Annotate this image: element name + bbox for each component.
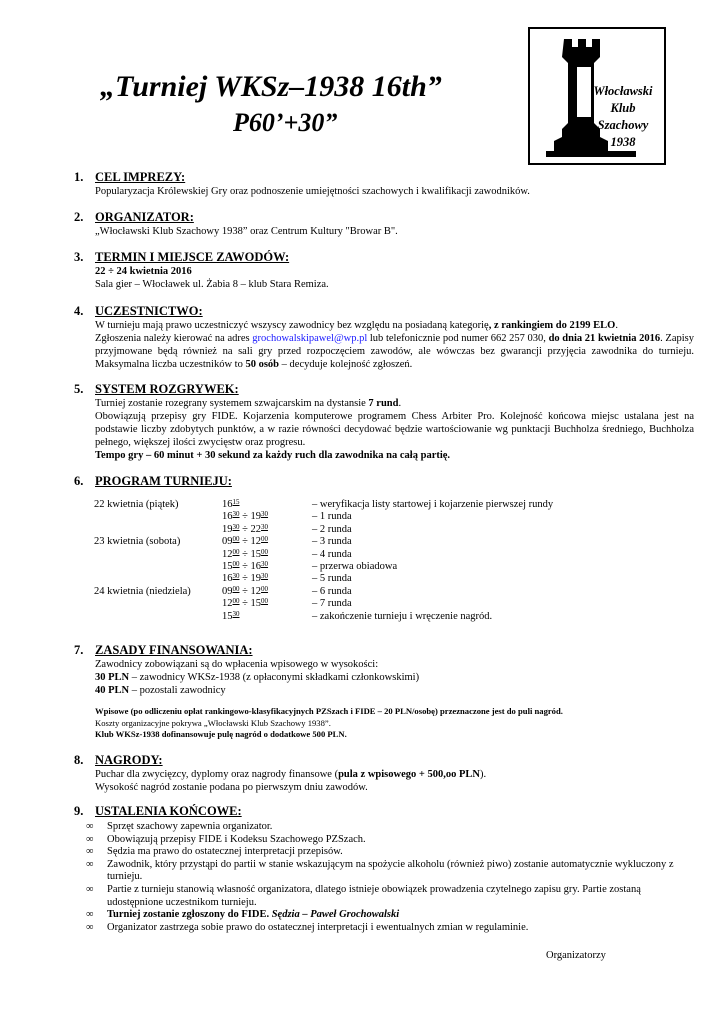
section-title: CEL IMPREZY: [95, 170, 186, 184]
schedule-time: $16^{30} \div 19^{30}$ [222, 572, 269, 585]
schedule-event: – 1 runda [312, 511, 352, 523]
list-item [86, 909, 694, 922]
paragraph [95, 319, 694, 332]
event-place: Sala gier – Włocławek ul. Żabia 8 – klub Stara Remiza. [95, 279, 329, 290]
section-number: 9. [74, 804, 84, 818]
list-item-text: Turniej zostanie zgłoszony do FIDE. [107, 909, 272, 921]
schedule-row [94, 524, 614, 536]
schedule-day: 22 kwietnia (piątek) [94, 499, 179, 510]
club-logo [528, 27, 666, 165]
schedule-row [94, 598, 614, 610]
section-text [95, 319, 694, 371]
section-number: 7. [74, 643, 84, 657]
section-title: UCZESTNICTWO: [95, 304, 203, 318]
paragraph: Wysokość nagród zostanie podana po pierwszym dniu zawodów. [95, 782, 368, 793]
schedule-time: $15^{30}$ [222, 609, 240, 622]
schedule-time: $09^{00} \div 12^{00}$ [222, 535, 269, 548]
schedule-event: – 2 runda [312, 523, 352, 535]
text-run: Turniej zostanie rozegrany systemem szwajcarskim na dystansie [95, 398, 369, 409]
section-system [74, 382, 694, 462]
list-item [86, 821, 694, 834]
text-run: Zgłoszenia należy kierować na adres [95, 333, 253, 344]
text-run: W turnieju mają prawo uczestniczyć wszyscy zawodnicy bez względu na posiadaną kategorię [95, 320, 489, 331]
list-item [86, 884, 694, 909]
document-title: „Turniej WKSz–1938 16th” [100, 70, 442, 103]
section-number: 6. [74, 474, 84, 488]
list-item-text: Organizator zastrzega sobie prawo do ostatecznej interpretacji i ewentualnych zmian w regulaminie. [107, 921, 529, 933]
list-item-text: Partie z turnieju stanowią własność organizatora, dlatego istnieje obowiązek prowadzenia czytelnego zapisu gry. Partie zostaną udostępnione uczestnikom turnieju. [107, 883, 641, 908]
section-title: USTALENIA KOŃCOWE: [95, 804, 242, 818]
rounds-count: 7 rund [368, 398, 399, 409]
paragraph: Obowiązują przepisy gry FIDE. Kojarzenia komputerowe programem Chess Arbiter Pro. Kolejność końcowa miejsc ustalana jest na podstawie liczby zdobytych punktów, a w razie równości decydować będzie wartościowanie wg punktacji Buchholza średniego, Buchholza pełnego, większej ilości zwycięstw oraz progresu. [95, 411, 694, 448]
text-run: – decyduje kolejność zgłoszeń. [279, 359, 413, 370]
section-program [74, 474, 694, 489]
list-item-text: Sprzęt szachowy zapewnia organizator. [107, 821, 273, 832]
section-number: 8. [74, 753, 84, 767]
arbiter-name: Sędzia – Paweł Grochowalski [271, 909, 400, 921]
note: Wpisowe (po odliczeniu opłat rankingowo-klasyfikacyjnych PZSzach i FIDE – 20 PLN/osobę) przeznaczone jest do puli nagród. [95, 706, 563, 716]
paragraph: Zawodnicy zobowiązani są do wpłacenia wpisowego w wysokości: [95, 659, 379, 670]
list-item [86, 834, 694, 847]
logo-line: Klub [610, 101, 636, 115]
section-heading [74, 304, 694, 319]
logo-line: Szachowy [597, 118, 649, 132]
section-finansowanie [74, 643, 694, 697]
section-title: SYSTEM ROZGRYWEK: [95, 382, 239, 396]
paragraph [95, 768, 694, 781]
section-heading [74, 210, 694, 225]
deadline: do dnia 21 kwietnia 2016 [548, 333, 661, 344]
list-item [86, 922, 694, 935]
schedule-row [94, 536, 614, 548]
section-cel-imprezy [74, 170, 694, 198]
note: Koszty organizacyjne pokrywa „Włocławski Klub Szachowy 1938”. [95, 717, 331, 728]
section-heading [74, 753, 694, 768]
text-run: lub telefonicznie pod numer 662 257 030, [367, 333, 549, 344]
section-organizator [74, 210, 694, 238]
infinity-bullet-icon: ∞ [86, 883, 94, 895]
section-number: 4. [74, 304, 84, 318]
section-number: 1. [74, 170, 84, 184]
infinity-bullet-icon: ∞ [86, 846, 94, 858]
section-nagrody [74, 753, 694, 794]
logo-text [582, 83, 664, 151]
event-dates: 22 ÷ 24 kwietnia 2016 [95, 266, 192, 277]
section-text: „Włocławski Klub Szachowy 1938” oraz Centrum Kultury "Browar B". [95, 226, 398, 237]
schedule-row [94, 561, 614, 573]
schedule-row [94, 573, 614, 585]
logo-line: 1938 [610, 135, 636, 149]
section-text [95, 397, 694, 462]
schedule-event: – przerwa obiadowa [312, 560, 398, 572]
finance-notes [95, 706, 705, 741]
section-heading [74, 382, 694, 397]
schedule-table [94, 499, 614, 623]
text-run: . [615, 320, 618, 331]
max-players: 50 osób [245, 359, 280, 370]
schedule-event: – 3 runda [312, 536, 352, 548]
schedule-day: 24 kwietnia (niedziela) [94, 585, 191, 597]
schedule-time: $16^{15}$ [222, 498, 240, 510]
paragraph [95, 397, 694, 410]
list-item [86, 859, 694, 884]
fee-member [95, 671, 694, 684]
fee-amount: 30 PLN [95, 672, 130, 683]
text-run: ). [480, 769, 487, 780]
section-title: NAGRODY: [95, 753, 163, 767]
schedule-event: – 6 runda [312, 585, 352, 597]
time-control: Tempo gry – 60 minut + 30 sekund za każdy ruch dla zawodnika na całą partię. [95, 450, 451, 461]
section-uczestnictwo [74, 304, 694, 371]
schedule-row [94, 586, 614, 598]
schedule-row [94, 549, 614, 561]
section-text [95, 265, 694, 291]
text-run: – zawodnicy WKSz-1938 (z opłaconymi składkami członkowskimi) [129, 672, 420, 683]
schedule-row [94, 611, 614, 623]
section-title: ZASADY FINANSOWANIA: [95, 643, 253, 657]
infinity-bullet-icon: ∞ [86, 858, 94, 870]
fee-amount: 40 PLN [95, 685, 130, 696]
ranking-limit: , z rankingiem do 2199 ELO [488, 320, 616, 331]
note: Klub WKSz-1938 dofinansowuje pulę nagród o dodatkowe 500 PLN. [95, 729, 347, 739]
section-heading [74, 804, 694, 819]
text-run: . Zapisy przyjmowane będą również na sali gry przed rozpoczęciem zawodów, ale wówczas bez gwarancji przyjęcia zawodnika do turnieju. Maksymalna liczba uczestników to [95, 333, 694, 370]
section-number: 5. [74, 382, 84, 396]
schedule-time: $12^{00} \div 15^{00}$ [222, 597, 269, 610]
schedule-row [94, 499, 614, 511]
logo-line: Włocławski [593, 84, 653, 98]
section-title: TERMIN I MIEJSCE ZAWODÓW: [95, 250, 290, 264]
section-heading [74, 474, 694, 489]
schedule-time: $09^{00} \div 12^{00}$ [222, 584, 269, 597]
prize-pool: pula z wpisowego + 500,oo PLN [338, 769, 480, 780]
schedule-time: $16^{30} \div 19^{30}$ [222, 510, 269, 523]
schedule-time: $12^{00} \div 15^{00}$ [222, 547, 269, 560]
infinity-bullet-icon: ∞ [86, 909, 94, 921]
section-heading [74, 170, 694, 185]
section-heading [74, 250, 694, 265]
section-title: PROGRAM TURNIEJU: [95, 474, 232, 488]
signature: Organizatorzy [546, 950, 606, 961]
infinity-bullet-icon: ∞ [86, 833, 94, 845]
schedule-row [94, 511, 614, 523]
section-number: 2. [74, 210, 84, 224]
section-ustalenia [74, 804, 694, 819]
email-link[interactable]: grochowalskipawel@wp.pl [252, 333, 368, 344]
section-title: ORGANIZATOR: [95, 210, 194, 224]
schedule-time: $19^{30} \div 22^{30}$ [222, 522, 269, 535]
schedule-event: – weryfikacja listy startowej i kojarzenie pierwszej rundy [312, 499, 554, 510]
list-item-text: Sędzia ma prawo do ostatecznej interpretacji przepisów. [107, 846, 343, 858]
schedule-time: $15^{00} \div 16^{30}$ [222, 559, 269, 572]
schedule-event: – zakończenie turnieju i wręczenie nagród. [312, 610, 493, 622]
fee-other [95, 684, 694, 697]
section-heading [74, 643, 694, 658]
section-number: 3. [74, 250, 84, 264]
schedule-event: – 7 runda [312, 598, 352, 610]
text-run: . [398, 398, 402, 409]
schedule-event: – 5 runda [312, 573, 352, 585]
final-rules-list [86, 821, 694, 934]
document-subtitle: P60’+30” [233, 108, 338, 137]
schedule-day: 23 kwietnia (sobota) [94, 536, 181, 548]
list-item-text: Obowiązują przepisy FIDE i Kodeksu Szachowego PZSzach. [107, 833, 366, 845]
section-termin [74, 250, 694, 291]
paragraph [95, 332, 694, 371]
text-run: Puchar dla zwycięzcy, dyplomy oraz nagrody finansowe ( [95, 769, 339, 780]
list-item [86, 846, 694, 859]
section-text [95, 658, 694, 697]
infinity-bullet-icon: ∞ [86, 821, 94, 832]
section-text: Popularyzacja Królewskiej Gry oraz podnoszenie umiejętności szachowych i kwalifikacji zawodników. [95, 186, 530, 197]
section-text [95, 768, 694, 794]
infinity-bullet-icon: ∞ [86, 921, 94, 933]
list-item-text: Zawodnik, który przystąpi do partii w stanie wskazującym na spożycie alkoholu (również piwo) zostanie automatycznie wykluczony z turnieju. [107, 858, 674, 883]
schedule-event: – 4 runda [312, 548, 352, 560]
text-run: – pozostali zawodnicy [129, 685, 226, 696]
